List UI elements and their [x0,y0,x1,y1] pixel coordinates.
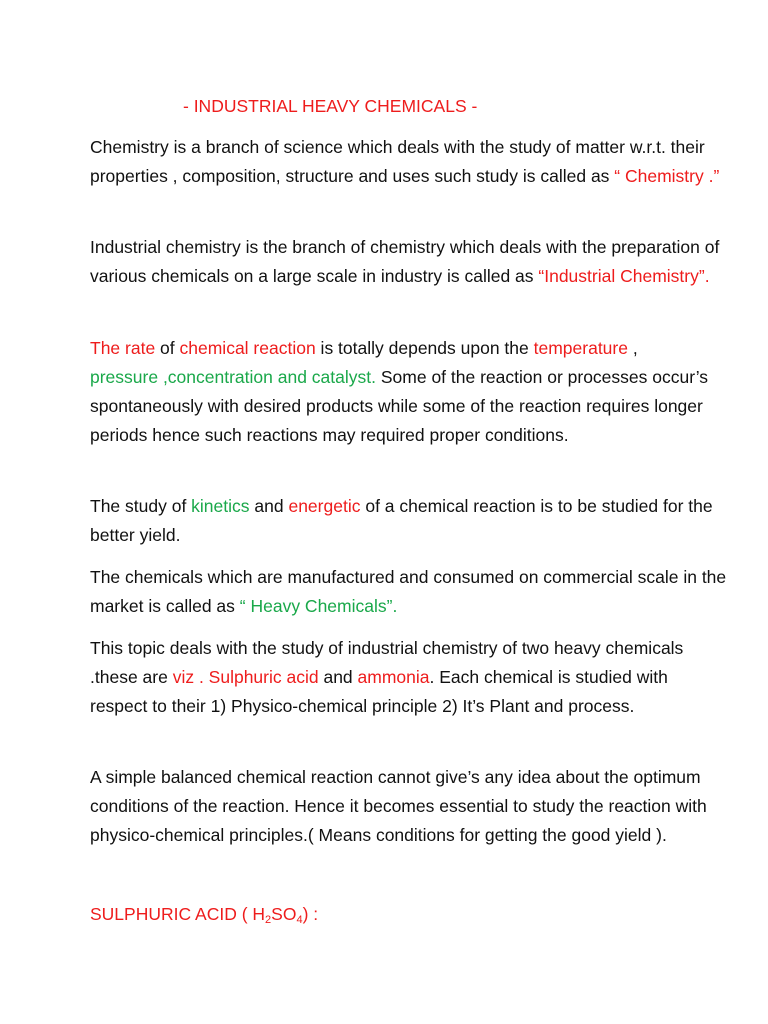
highlight-heavy-chemicals: “ Heavy Chemicals”. [239,596,398,616]
paragraph-text: of [155,338,180,358]
page-title: - INDUSTRIAL HEAVY CHEMICALS - [183,96,478,116]
paragraph-text: The chemicals which are manufactured and consumed on commercial scale in the market is called as [90,567,727,616]
paragraph-text: and [318,667,358,687]
highlight-temperature: temperature [533,338,628,358]
paragraph-topic-scope [90,634,730,721]
highlight-kinetics: kinetics [191,496,250,516]
highlight-chemical-reaction: chemical reaction [179,338,316,358]
paragraph-text: of a chemical reaction is to be studied for the better yield. [90,496,713,545]
paragraph-text: and [249,496,289,516]
highlight-industrial-chemistry: “Industrial Chemistry”. [538,266,710,286]
paragraph-text: A simple balanced chemical reaction cannot give’s any idea about the optimum conditions of the reaction. Hence it becomes essential to study the reaction with physico-chemical principles.( Means conditions for getting the good yield ). [90,767,707,845]
paragraph-balanced-reaction [90,763,730,850]
paragraph-kinetics-energetic [90,492,730,550]
paragraph-text: The study of [90,496,192,516]
highlight-the-rate: The rate [90,338,156,358]
highlight-energetic: energetic [288,496,361,516]
paragraph-text: Industrial chemistry is the branch of chemistry which deals with the preparation of various chemicals on a large scale in industry is called as [90,237,720,286]
paragraph-industrial-chemistry [90,233,730,291]
highlight-chemistry: “ Chemistry .” [614,166,720,186]
paragraph-text: is totally depends upon the [315,338,534,358]
highlight-sulphuric-acid: viz . Sulphuric acid [172,667,319,687]
paragraph-text: , [627,338,638,358]
paragraph-text: This topic deals with the study of industrial chemistry of two heavy chemicals .these are [90,638,684,687]
subscript-4: 4 [296,914,303,926]
paragraph-rate-of-reaction [90,334,730,450]
heading-text: SO [271,904,297,924]
subscript-2: 2 [265,914,272,926]
paragraph-text: . Each chemical is studied with respect to their 1) Physico-chemical principle 2) It’s Plant and process. [90,667,668,716]
highlight-pressure-concentration-catalyst: pressure ,concentration and catalyst. [90,367,376,387]
heading-text: SULPHURIC ACID ( H [90,904,266,924]
paragraph-chemistry-definition [90,133,730,191]
paragraph-text: Chemistry is a branch of science which deals with the study of matter w.r.t. their properties , composition, structure and uses such study is called as [90,137,705,186]
heading-text: ) : [302,904,319,924]
highlight-ammonia: ammonia [357,667,430,687]
paragraph-heavy-chemicals [90,563,730,621]
section-heading-sulphuric-acid [90,900,318,935]
paragraph-text: Some of the reaction or processes occur’s spontaneously with desired products while some of the reaction requires longer periods hence such reactions may required proper conditions. [90,367,709,445]
